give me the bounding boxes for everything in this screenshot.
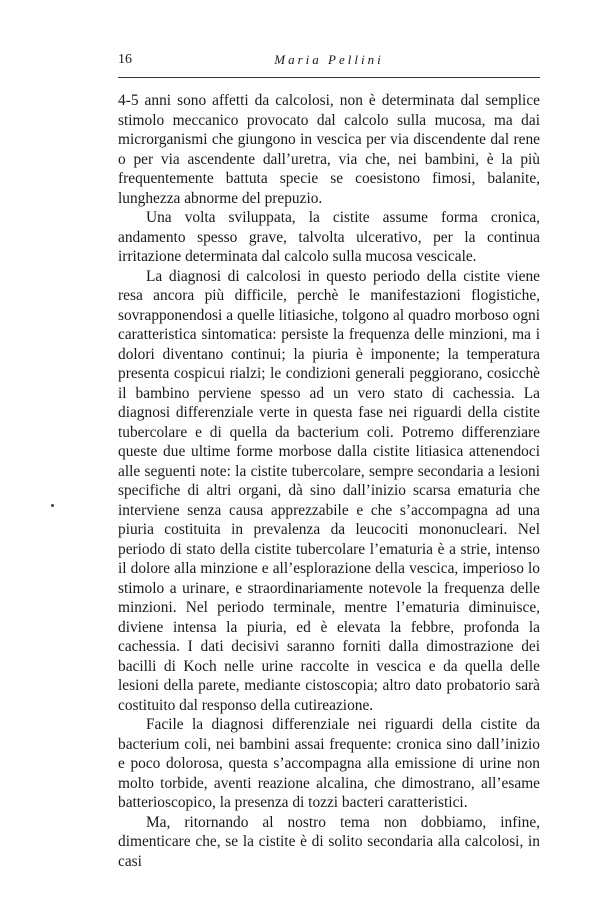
body-text (118, 91, 540, 871)
paragraph-continued: 4-5 anni sono affetti da calcolosi, non è determinata dal semplice stimolo meccanico provocato dal calcolo sulla mucosa, ma dai microrganismi che giungono in vescica per via discendente dal rene o per via ascendente dall’uretra, via che, nei bambini, è la più frequentemente battuta specie se coesistono fimosi, balanite, lunghezza abnorme del prepuzio. (118, 92, 540, 207)
page-number: 16 (118, 52, 132, 67)
header-rule (118, 77, 540, 78)
paragraph: Una volta sviluppata, la cistite assume forma cronica, andamento spesso grave, talvolta ulcerativo, per la continua irritazione determinata dal calcolo sulla mucosa vescicale. (118, 209, 540, 265)
paragraph: Facile la diagnosi differenziale nei riguardi della cistite da bacterium coli, nei bambini assai frequente: cronica sino dall’inizio e poco dolorosa, questa s’accompagna alla emissione di urine non molto torbide, aventi reazione alcalina, che dimostrano, all’esame batterioscopico, la presenza di tozzi bacteri caratteristici. (118, 716, 540, 811)
paragraph: Ma, ritornando al nostro tema non dobbiamo, infine, dimenticare che, se la cistite è di solito secondaria alla calcolosi, in casi (118, 813, 540, 870)
page-header (118, 52, 540, 72)
margin-speck (51, 504, 54, 507)
paragraph: La diagnosi di calcolosi in questo periodo della cistite viene resa ancora più difficile, perchè le manifestazioni flogistiche, sovrapponendosi a quelle litiasiche, tolgono al quadro morboso ogni caratteristica sintomatica: persiste la frequenza delle minzioni, ma i dolori diventano continui; la piuria è imponente; la temperatura presenta cospicui rialzi; le condizioni generali peggiorano, cosicchè il bambino perviene spesso ad un vero stato di cachessia. La diagnosi differenziale verte in questa fase nei riguardi della cistite tubercolare e di quella da bacterium coli. Potremo differenziare queste due ultime forme morbose dalla cistite litiasica attenendoci alle seguenti note: la cistite tubercolare, sempre secondaria a lesioni specifiche di altri organi, dà sino dall’inizio scarsa ematuria che interviene senza causa apprezzabile e che s’accompagna ad una piuria costituita in prevalenza da leucociti mononucleari. Nel periodo di stato della cistite tubercolare l’ematuria è a strie, intenso il dolore alla minzione e all’esplorazione della vescica, imperioso lo stimolo a urinare, e straordinariamente notevole la frequenza delle minzioni. Nel periodo terminale, mentre l’ematuria diminuisce, diviene intensa la piuria, ed è elevata la febbre, profonda la cachessia. I dati decisivi saranno forniti dalla dimostrazione dei bacilli di Koch nelle urine raccolte in vescica e da quella delle lesioni della parete, mediante cistoscopia; altro dato probatorio sarà costituito dal responso della cutireazione. (118, 267, 540, 714)
running-head: Maria Pellini (274, 52, 384, 67)
